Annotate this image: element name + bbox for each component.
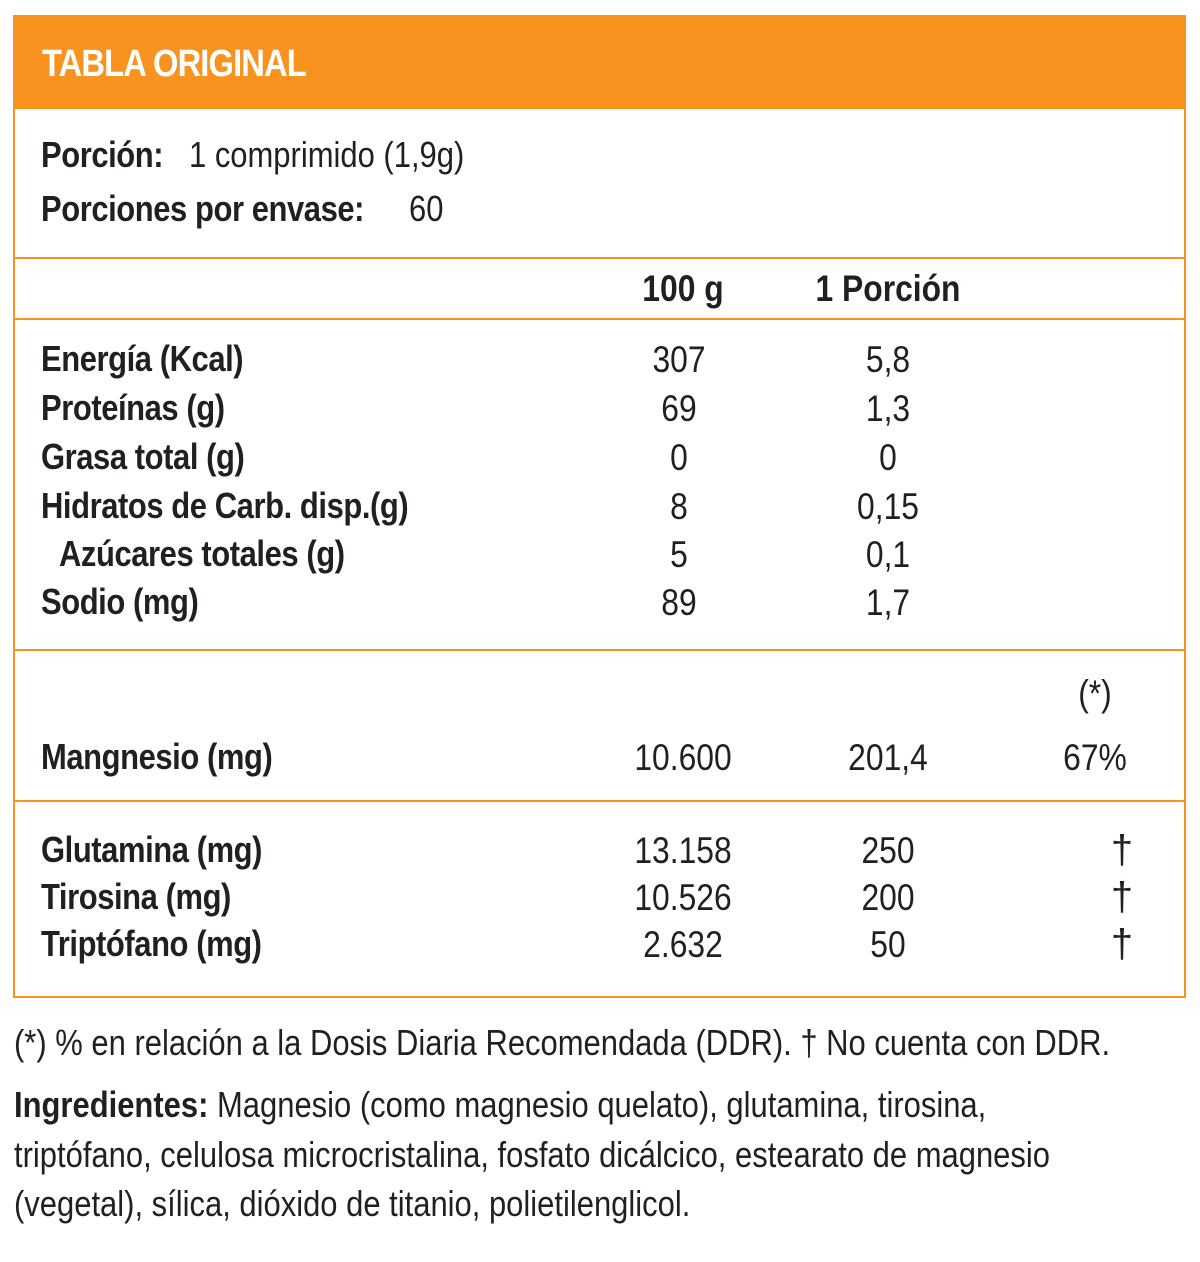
- nutrient-portion: 0: [879, 437, 897, 478]
- aminoacid-name: Tirosina (mg): [41, 876, 231, 917]
- nutrient-per100: 307: [652, 339, 706, 380]
- nutrition-table: [13, 15, 1186, 998]
- nutrient-per100: 0: [670, 437, 688, 478]
- ingredients-text-2: triptófano, celulosa microcristalina, fosfato dicálcico, estearato de magnesio: [14, 1134, 1050, 1175]
- nutrient-name: Energía (Kcal): [41, 338, 244, 379]
- dagger-mark: †: [1110, 875, 1134, 919]
- divider: [15, 649, 1184, 651]
- nutrient-name: Proteínas (g): [41, 387, 225, 428]
- column-header-portion: 1 Porción: [815, 268, 961, 309]
- nutrient-per100: 5: [670, 534, 688, 575]
- portion-label: Porción:: [41, 134, 164, 175]
- footnote: (*) % en relación a la Dosis Diaria Recomendada (DDR). † No cuenta con DDR.: [14, 1022, 1111, 1063]
- ingredients-label: Ingredientes:: [14, 1084, 209, 1125]
- mineral-portion: 201,4: [848, 737, 928, 778]
- ingredients-line-1: [14, 1084, 987, 1125]
- per-container-label: Porciones por envase:: [41, 188, 365, 229]
- table-header: [15, 17, 1184, 109]
- nutrient-per100: 89: [661, 582, 697, 623]
- nutrient-name: Grasa total (g): [41, 436, 245, 477]
- nutrient-name: Sodio (mg): [41, 581, 199, 622]
- aminoacid-per100: 2.632: [643, 924, 723, 965]
- per-container-value: 60: [409, 188, 444, 229]
- nutrient-portion: 1,7: [865, 582, 911, 623]
- nutrient-name: Azúcares totales (g): [59, 533, 345, 574]
- portion-value: 1 comprimido (1,9g): [189, 134, 465, 175]
- mineral-name: Mangnesio (mg): [41, 736, 273, 777]
- aminoacid-per100: 13.158: [634, 830, 732, 871]
- dagger-mark: †: [1110, 922, 1134, 966]
- aminoacid-name: Triptófano (mg): [41, 923, 262, 964]
- aminoacid-portion: 50: [870, 924, 906, 965]
- ingredients-text-3: (vegetal), sílica, dióxido de titanio, polietilenglicol.: [14, 1183, 691, 1224]
- nutrient-per100: 8: [670, 486, 688, 527]
- nutrient-per100: 69: [661, 388, 697, 429]
- aminoacid-per100: 10.526: [634, 877, 732, 918]
- column-header-100g: 100 g: [642, 268, 724, 309]
- divider: [15, 800, 1184, 802]
- ddr-column-header: (*): [1078, 673, 1112, 714]
- aminoacid-portion: 200: [861, 877, 915, 918]
- mineral-ddr: 67%: [1063, 737, 1127, 778]
- aminoacid-portion: 250: [861, 830, 915, 871]
- divider: [15, 318, 1184, 320]
- nutrient-portion: 0,15: [857, 486, 919, 527]
- aminoacid-name: Glutamina (mg): [41, 829, 263, 870]
- divider: [15, 257, 1184, 259]
- dagger-mark: †: [1110, 828, 1134, 872]
- nutrient-portion: 1,3: [865, 388, 911, 429]
- mineral-per100: 10.600: [634, 737, 732, 778]
- nutrient-name: Hidratos de Carb. disp.(g): [41, 485, 409, 526]
- nutrient-portion: 0,1: [865, 534, 911, 575]
- nutrient-portion: 5,8: [865, 339, 911, 380]
- table-title: TABLA ORIGINAL: [42, 43, 306, 85]
- ingredients-text-1: Magnesio (como magnesio quelato), glutamina, tirosina,: [217, 1084, 987, 1125]
